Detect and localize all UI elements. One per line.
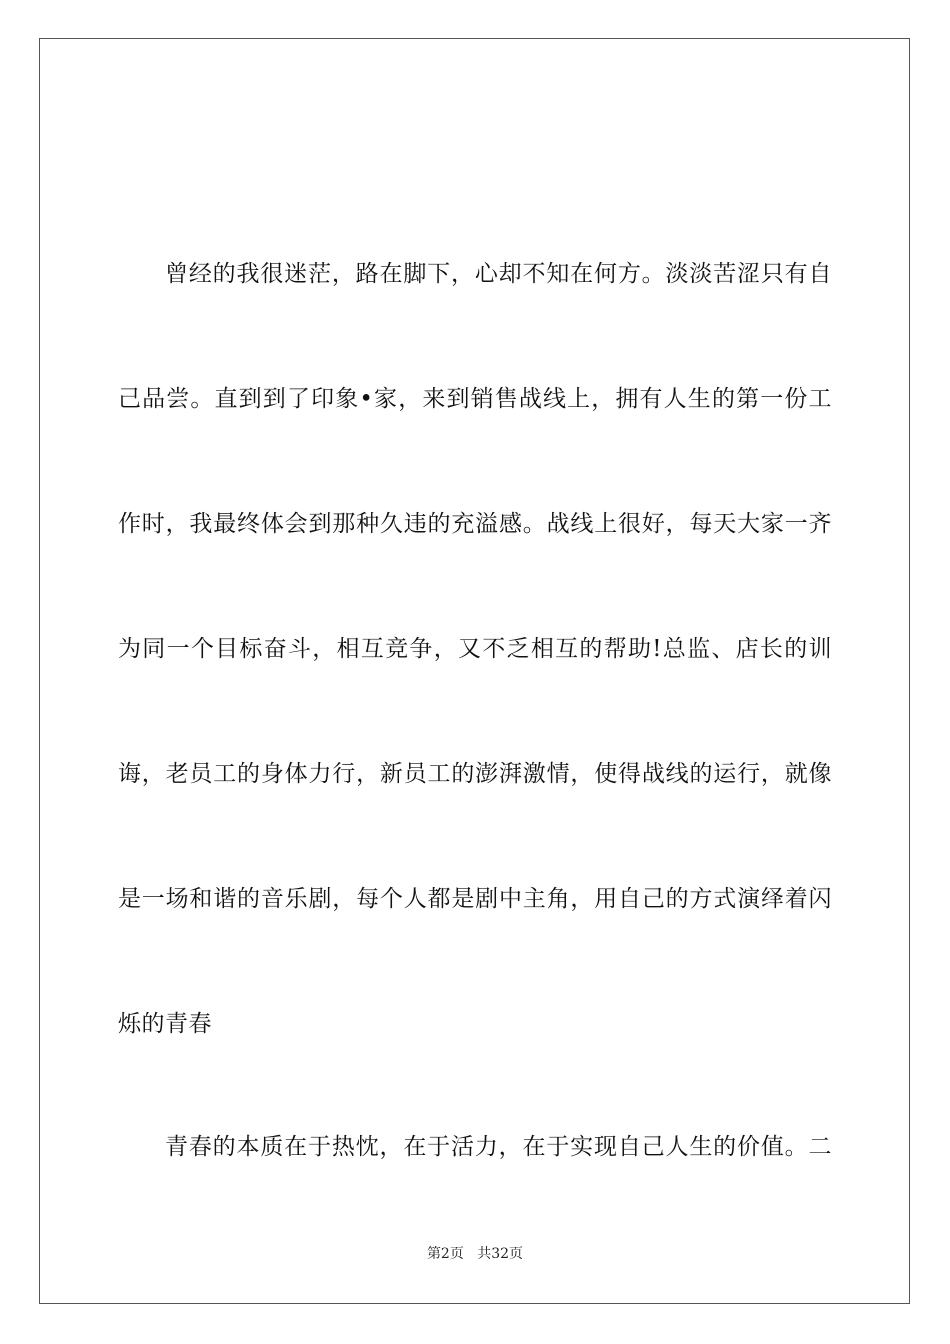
paragraph-1-line-5: 诲，老员工的身体力行，新员工的澎湃激情，使得战线的运行，就像 <box>118 761 832 787</box>
paragraph-1-line-3: 作时，我最终体会到那种久违的充溢感。战线上很好，每天大家一齐 <box>118 511 832 537</box>
paragraph-1-line-7: 烁的青春 <box>118 1011 212 1037</box>
page-number: 第2页 <box>426 1246 464 1262</box>
paragraph-1-line-2: 己品尝。直到到了印象•家，来到销售战线上，拥有人生的第一份工 <box>118 386 832 412</box>
page-total: 共32页 <box>477 1246 524 1262</box>
page-footer <box>0 1244 950 1264</box>
page-frame <box>39 38 910 1304</box>
paragraph-1-line-4: 为同一个目标奋斗，相互竞争，又不乏相互的帮助!总监、店长的训 <box>118 636 832 662</box>
paragraph-2-line-1: 青春的本质在于热忱，在于活力，在于实现自己人生的价值。二 <box>165 1134 832 1160</box>
paragraph-1-line-1: 曾经的我很迷茫，路在脚下，心却不知在何方。淡淡苦涩只有自 <box>165 261 832 287</box>
paragraph-1-line-6: 是一场和谐的音乐剧，每个人都是剧中主角，用自己的方式演绎着闪 <box>118 886 832 912</box>
